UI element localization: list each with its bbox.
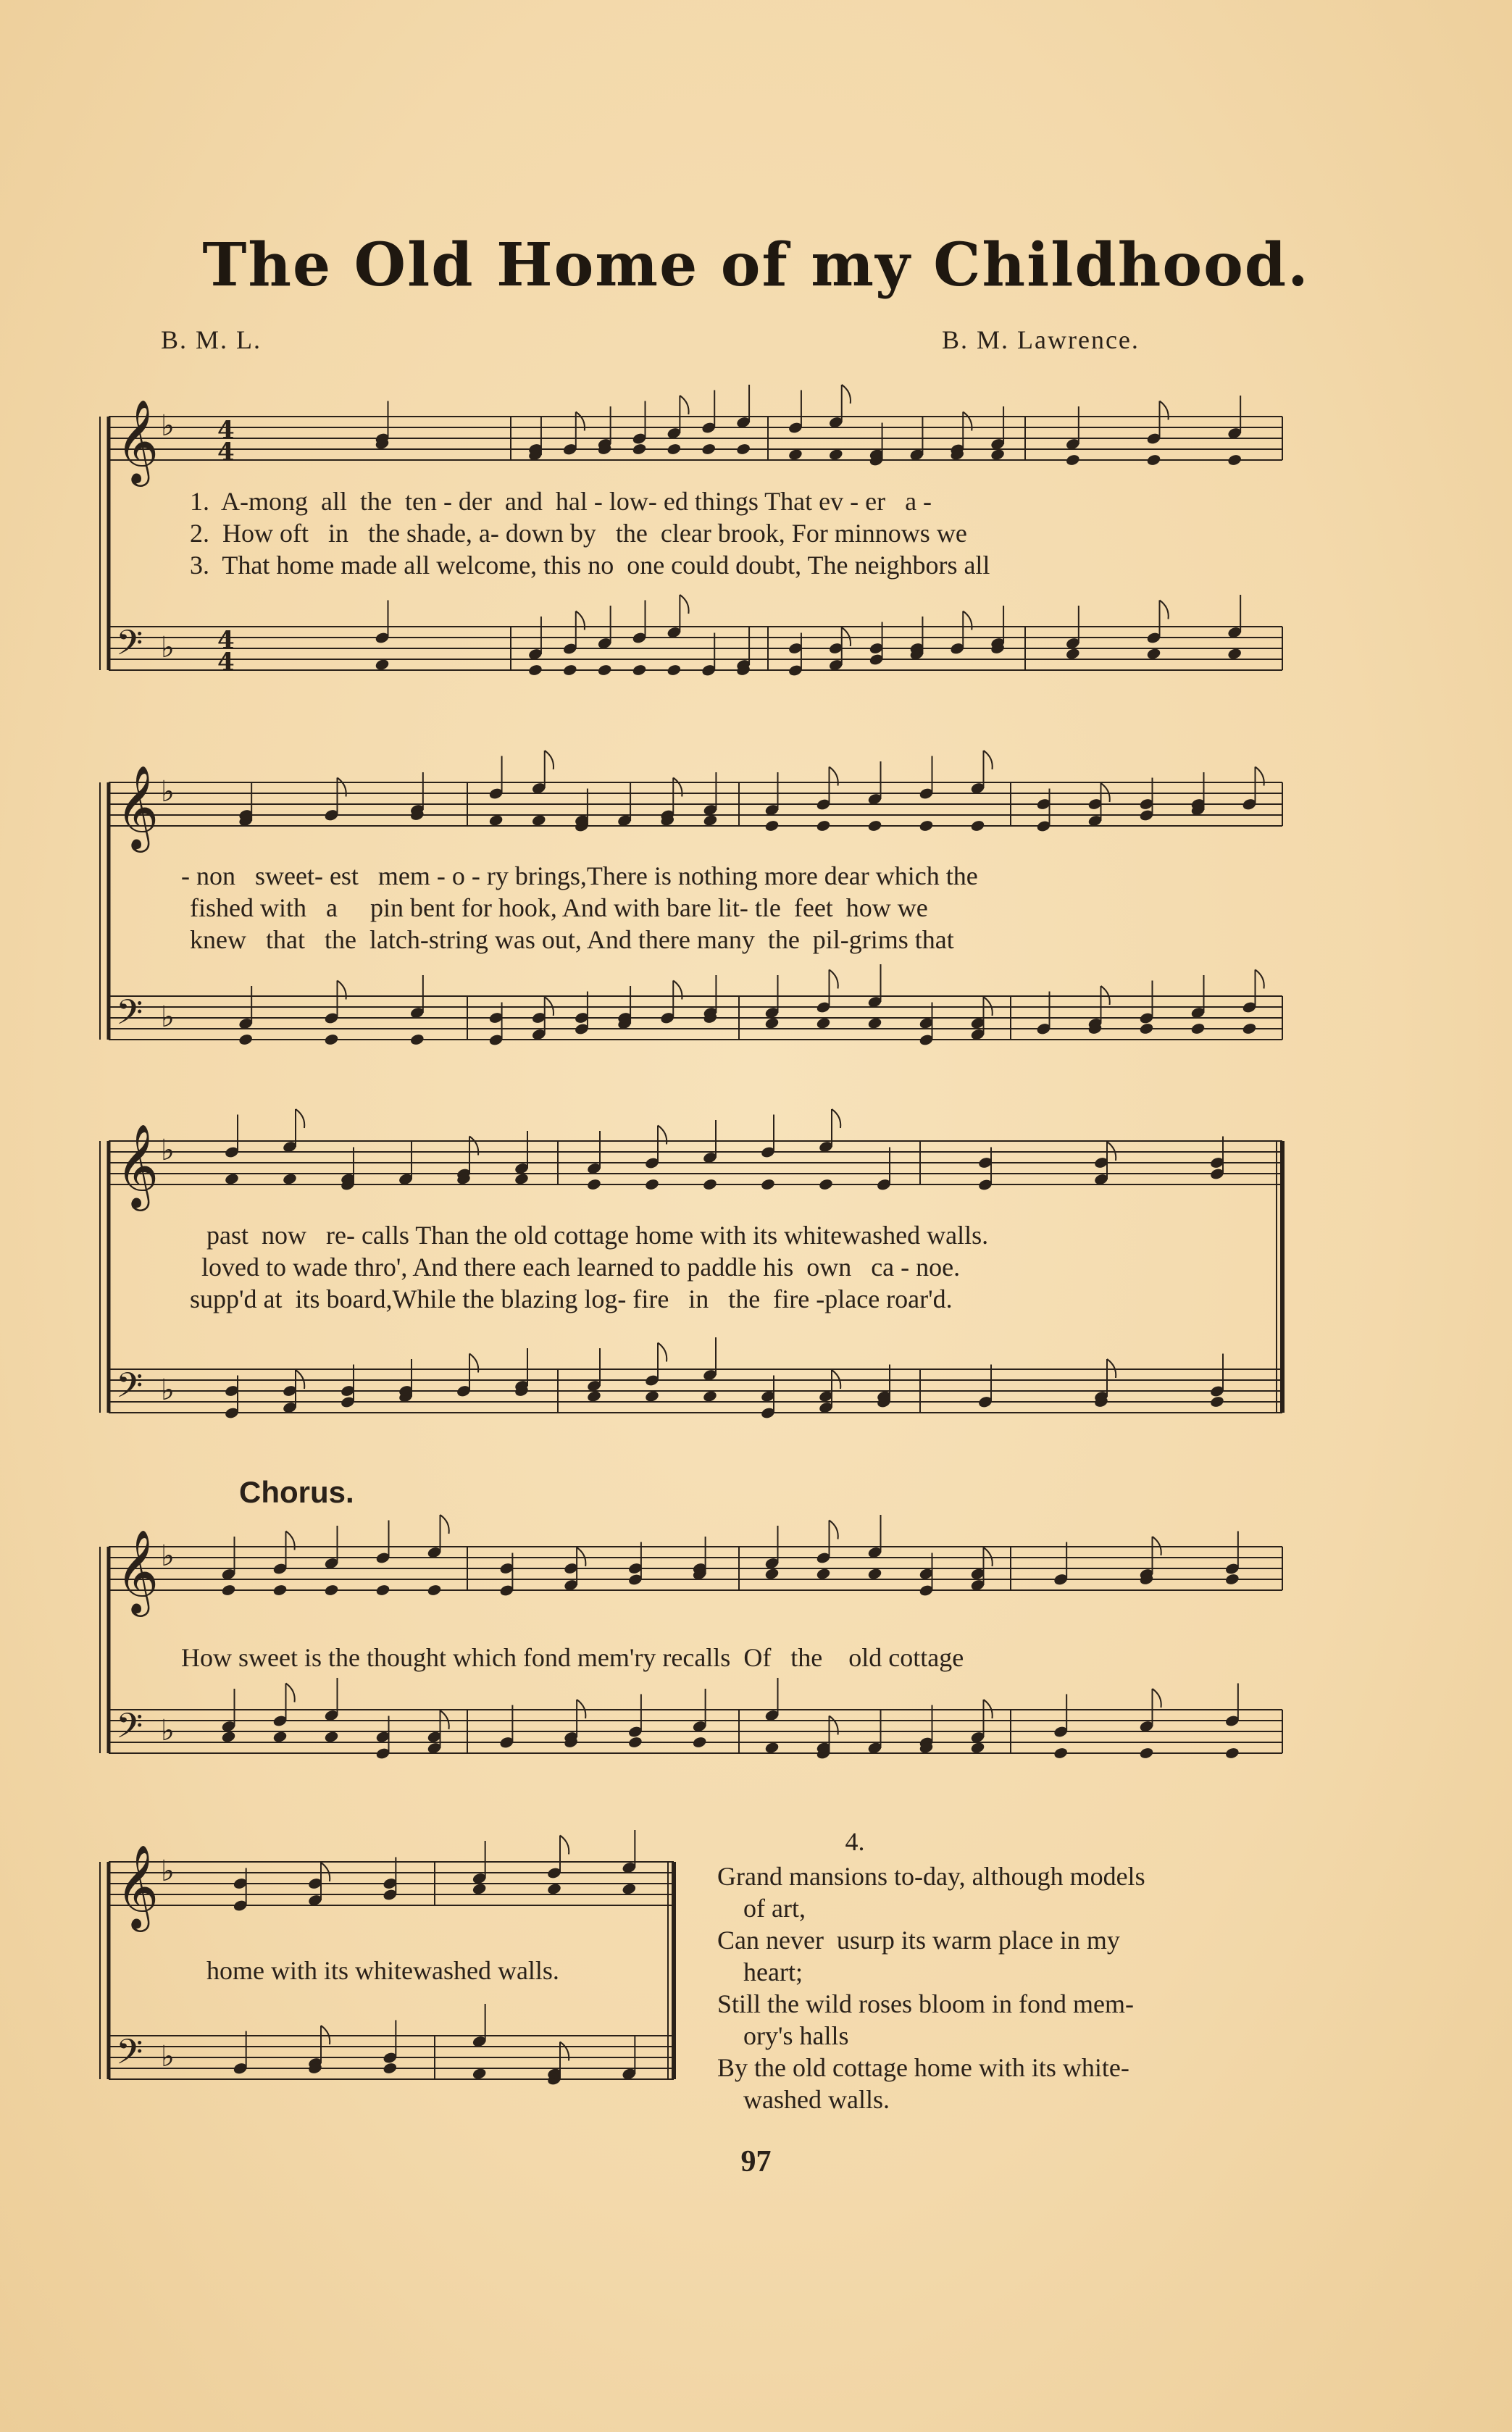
note-head (1190, 1022, 1206, 1035)
note-head (764, 819, 780, 832)
note-head (383, 2062, 398, 2075)
note-head (990, 448, 1005, 461)
verse2-line1: 2. How oft in the shade, a- down by the clear brook, For minnows we (190, 519, 967, 548)
note-head (427, 1584, 442, 1597)
note-head (324, 1730, 339, 1743)
note-flag (680, 595, 688, 614)
note-head (816, 1567, 831, 1580)
note-head (703, 814, 718, 827)
key-signature-flat: ♭ (161, 1374, 175, 1407)
stanza-line: washed walls. (717, 2085, 890, 2114)
note-head (1146, 647, 1161, 660)
key-signature-flat: ♭ (161, 1134, 175, 1167)
stanza-line: By the old cottage home with its white- (717, 2053, 1129, 2082)
note-head (1242, 1022, 1257, 1035)
note-head (667, 664, 682, 677)
note-head (667, 443, 682, 456)
note-head (764, 1741, 780, 1754)
time-signature: 4 (217, 416, 235, 445)
note-head (282, 1172, 297, 1185)
time-signature: 4 (217, 626, 235, 655)
note-flag (680, 396, 688, 414)
stanza-line: Can never usurp its warm place in my (717, 1926, 1120, 1955)
key-signature-flat: ♭ (161, 1000, 175, 1034)
bass-clef: 𝄢 (116, 992, 143, 1041)
note-head (816, 1016, 831, 1029)
note-head (562, 664, 577, 677)
treble-clef: 𝄞 (116, 1529, 159, 1613)
note-head (818, 1178, 833, 1191)
note-flag (440, 1515, 449, 1534)
time-signature: 4 (217, 438, 235, 467)
note-head (514, 1172, 529, 1185)
key-signature-flat: ♭ (161, 1855, 175, 1888)
stanza-line: of art, (717, 1894, 806, 1923)
key-signature-flat: ♭ (161, 1539, 175, 1573)
note-flag (1256, 970, 1264, 989)
note-flag (560, 1836, 569, 1855)
treble-clef: 𝄞 (116, 398, 159, 483)
treble-clef: 𝄞 (116, 1844, 159, 1929)
composer-credit: B. M. Lawrence. (942, 325, 1140, 354)
note-head (527, 664, 543, 677)
stanza-line: ory's halls (717, 2021, 849, 2050)
note-head (324, 1584, 339, 1597)
note-head (692, 1736, 707, 1749)
note-flag (545, 751, 554, 769)
bass-clef: 𝄢 (116, 1365, 143, 1414)
verse2-line3: loved to wade thro', And there each learned to paddle his own ca - noe. (201, 1253, 961, 1282)
note-head (597, 664, 612, 677)
note-head (622, 1882, 637, 1895)
note-head (1139, 1747, 1154, 1760)
bass-clef: 𝄢 (116, 622, 143, 672)
note-head (970, 1741, 985, 1754)
note-head (644, 1178, 659, 1191)
note-head (764, 1016, 780, 1029)
note-head (1227, 454, 1242, 467)
note-head (632, 443, 647, 456)
note-head (375, 1584, 390, 1597)
note-head (627, 1736, 643, 1749)
note-head (760, 1178, 775, 1191)
note-head (1146, 454, 1161, 467)
note-head (632, 664, 647, 677)
key-signature-flat: ♭ (161, 2040, 175, 2073)
bass-clef: 𝄢 (116, 2031, 143, 2081)
chorus-label: Chorus. (239, 1475, 354, 1509)
stanza-line: heart; (717, 1957, 803, 1986)
note-head (735, 443, 751, 456)
note-flag (832, 1109, 840, 1128)
note-flag (830, 1521, 838, 1539)
note-head (324, 1033, 339, 1046)
note-head (764, 1567, 780, 1580)
note-head (1224, 1747, 1240, 1760)
verse3-line3: supp'd at its board,While the blazing log- fire in the fire -place roar'd. (190, 1284, 953, 1313)
note-head (272, 1730, 288, 1743)
page-title: The Old Home of my Childhood. (202, 230, 1310, 300)
verse1-line2: - non sweet- est mem - o - ry brings,There is nothing more dear which the (181, 861, 978, 890)
note-head (221, 1584, 236, 1597)
note-flag (1160, 601, 1169, 619)
stanza-number: 4. (845, 1827, 865, 1856)
note-head (867, 1567, 882, 1580)
note-flag (296, 1109, 304, 1128)
note-head (867, 1016, 882, 1029)
key-signature-flat: ♭ (161, 1714, 175, 1747)
page-number: 97 (740, 2145, 772, 2178)
note-head (644, 1390, 659, 1403)
note-head (272, 1584, 288, 1597)
note-head (586, 1178, 601, 1191)
verse1-line1: 1. A-mong all the ten - der and hal - low- ed things That ev - er a - (190, 487, 932, 516)
chorus-line2: home with its whitewashed walls. (206, 1956, 559, 1985)
note-head (546, 1882, 561, 1895)
note-head (409, 1033, 425, 1046)
note-head (1209, 1395, 1224, 1408)
verse2-line2: fished with a pin bent for hook, And with bare lit- tle feet how we (190, 893, 928, 922)
note-head (1227, 647, 1242, 660)
stanza-line: Grand mansions to-day, although models (717, 1862, 1145, 1891)
note-head (1065, 454, 1080, 467)
note-flag (1153, 1689, 1161, 1708)
key-signature-flat: ♭ (161, 409, 175, 443)
note-head (970, 819, 985, 832)
note-head (221, 1730, 236, 1743)
stanza-line: Still the wild roses bloom in fond mem- (717, 1989, 1134, 2018)
key-signature-flat: ♭ (161, 631, 175, 664)
note-head (1139, 1022, 1154, 1035)
note-head (919, 819, 934, 832)
note-head (702, 1178, 717, 1191)
note-head (867, 819, 882, 832)
verse3-line2: knew that the latch-string was out, And there many the pil-grims that (190, 925, 954, 954)
note-head (1065, 647, 1080, 660)
note-head (586, 1390, 601, 1403)
treble-clef: 𝄞 (116, 764, 159, 849)
chorus-line1: How sweet is the thought which fond mem'ry recalls Of the old cottage (181, 1643, 964, 1672)
note-head (224, 1172, 239, 1185)
note-head (488, 814, 504, 827)
note-head (788, 448, 803, 461)
bass-clef: 𝄢 (116, 1705, 143, 1755)
treble-clef: 𝄞 (116, 1123, 159, 1208)
verse1-line3: past now re- calls Than the old cottage home with its whitewashed walls. (206, 1221, 989, 1250)
time-signature: 4 (217, 648, 235, 677)
note-flag (658, 1343, 667, 1362)
verse3-line1: 3. That home made all welcome, this no one could doubt, The neighbors all (190, 551, 990, 580)
lyricist-credit: B. M. L. (161, 325, 262, 354)
note-flag (830, 970, 838, 989)
note-head (816, 819, 831, 832)
note-head (828, 448, 843, 461)
stanza-4 (717, 1826, 1297, 2115)
note-head (472, 2067, 487, 2080)
note-head (1224, 1573, 1240, 1586)
note-head (238, 1033, 253, 1046)
note-flag (984, 751, 993, 769)
note-head (531, 814, 546, 827)
note-flag (842, 385, 851, 404)
note-head (701, 443, 717, 456)
key-signature-flat: ♭ (161, 775, 175, 808)
note-head (472, 1882, 487, 1895)
note-head (702, 1390, 717, 1403)
note-head (1053, 1747, 1068, 1760)
note-head (375, 658, 390, 671)
note-flag (286, 1684, 295, 1702)
